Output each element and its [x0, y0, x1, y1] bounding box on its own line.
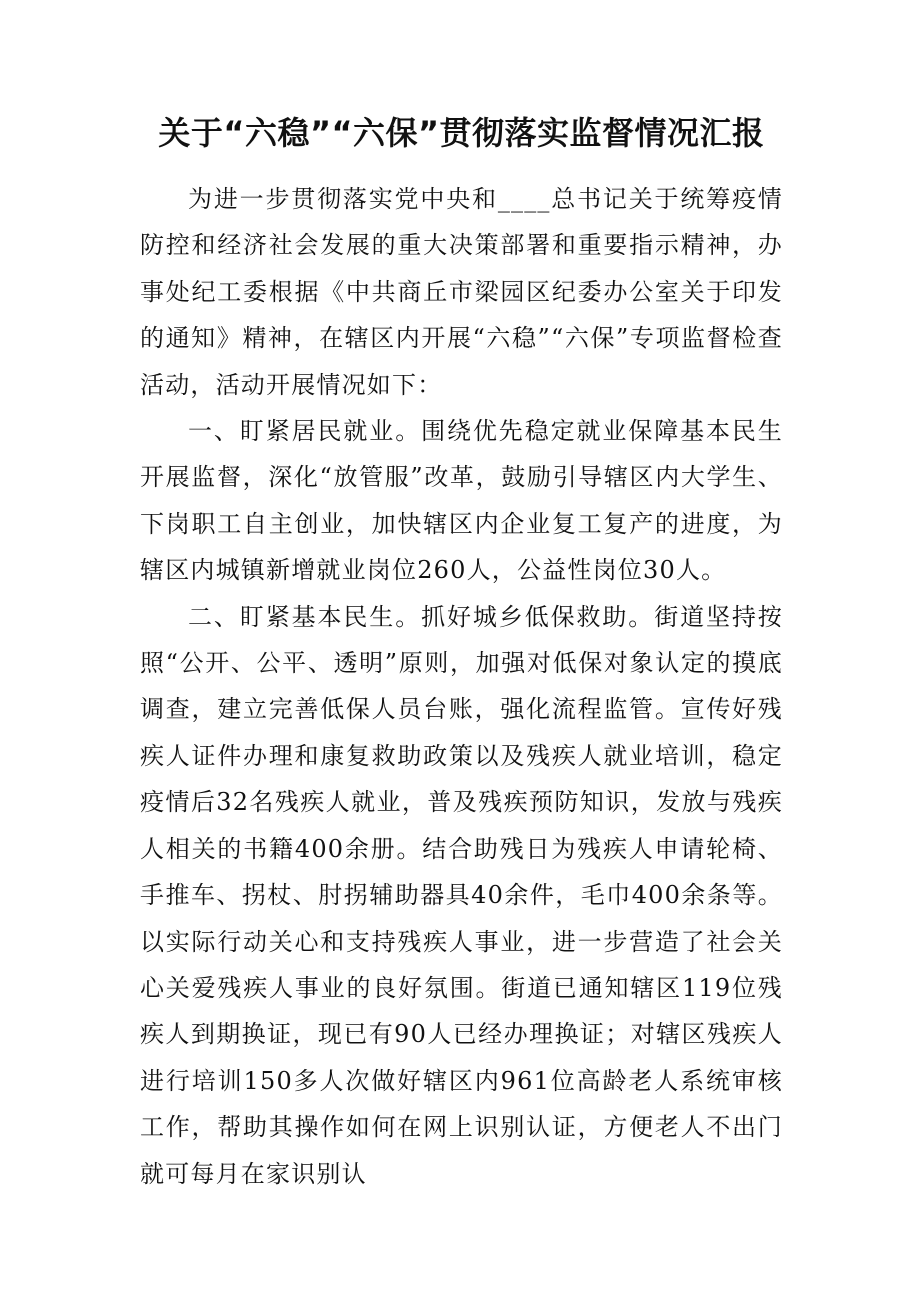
paragraph-intro: 为进一步贯彻落实党中央和____总书记关于统筹疫情防控和经济社会发展的重大决策部署和重要指示精神，办事处纪工委根据《中共商丘市梁园区纪委办公室关于印发的通知》精神，在辖区内开展“六稳”“六保”专项监督检查活动，活动开展情况如下： — [140, 185, 783, 399]
document-title: 关于“六稳”“六保”贯彻落实监督情况汇报 — [158, 114, 765, 152]
paragraph-employment: 一、盯紧居民就业。围绕优先稳定就业保障基本民生开展监督，深化“放管服”改革，鼓励引导辖区内大学生、下岗职工自主创业，加快辖区内企业复工复产的进度，为辖区内城镇新增就业岗位260人，公益性岗位30人。 — [140, 417, 783, 585]
paragraph-livelihood: 二、盯紧基本民生。抓好城乡低保救助。街道坚持按照“公开、公平、透明”原则，加强对低保对象认定的摸底调查，建立完善低保人员台账，强化流程监管。宣传好残疾人证件办理和康复救助政策以及残疾人就业培训，稳定疫情后32名残疾人就业，普及残疾预防知识，发放与残疾人相关的书籍400余册。结合助残日为残疾人申请轮椅、手推车、拐杖、肘拐辅助器具40余件，毛巾400余条等。以实际行动关心和支持残疾人事业，进一步营造了社会关心关爱残疾人事业的良好氛围。街道已通知辖区119位残疾人到期换证，现已有90人已经办理换证；对辖区残疾人进行培训150多人次做好辖区内961位高龄老人系统审核工作，帮助其操作如何在网上识别认证，方便老人不出门就可每月在家识别认 — [140, 602, 783, 1188]
